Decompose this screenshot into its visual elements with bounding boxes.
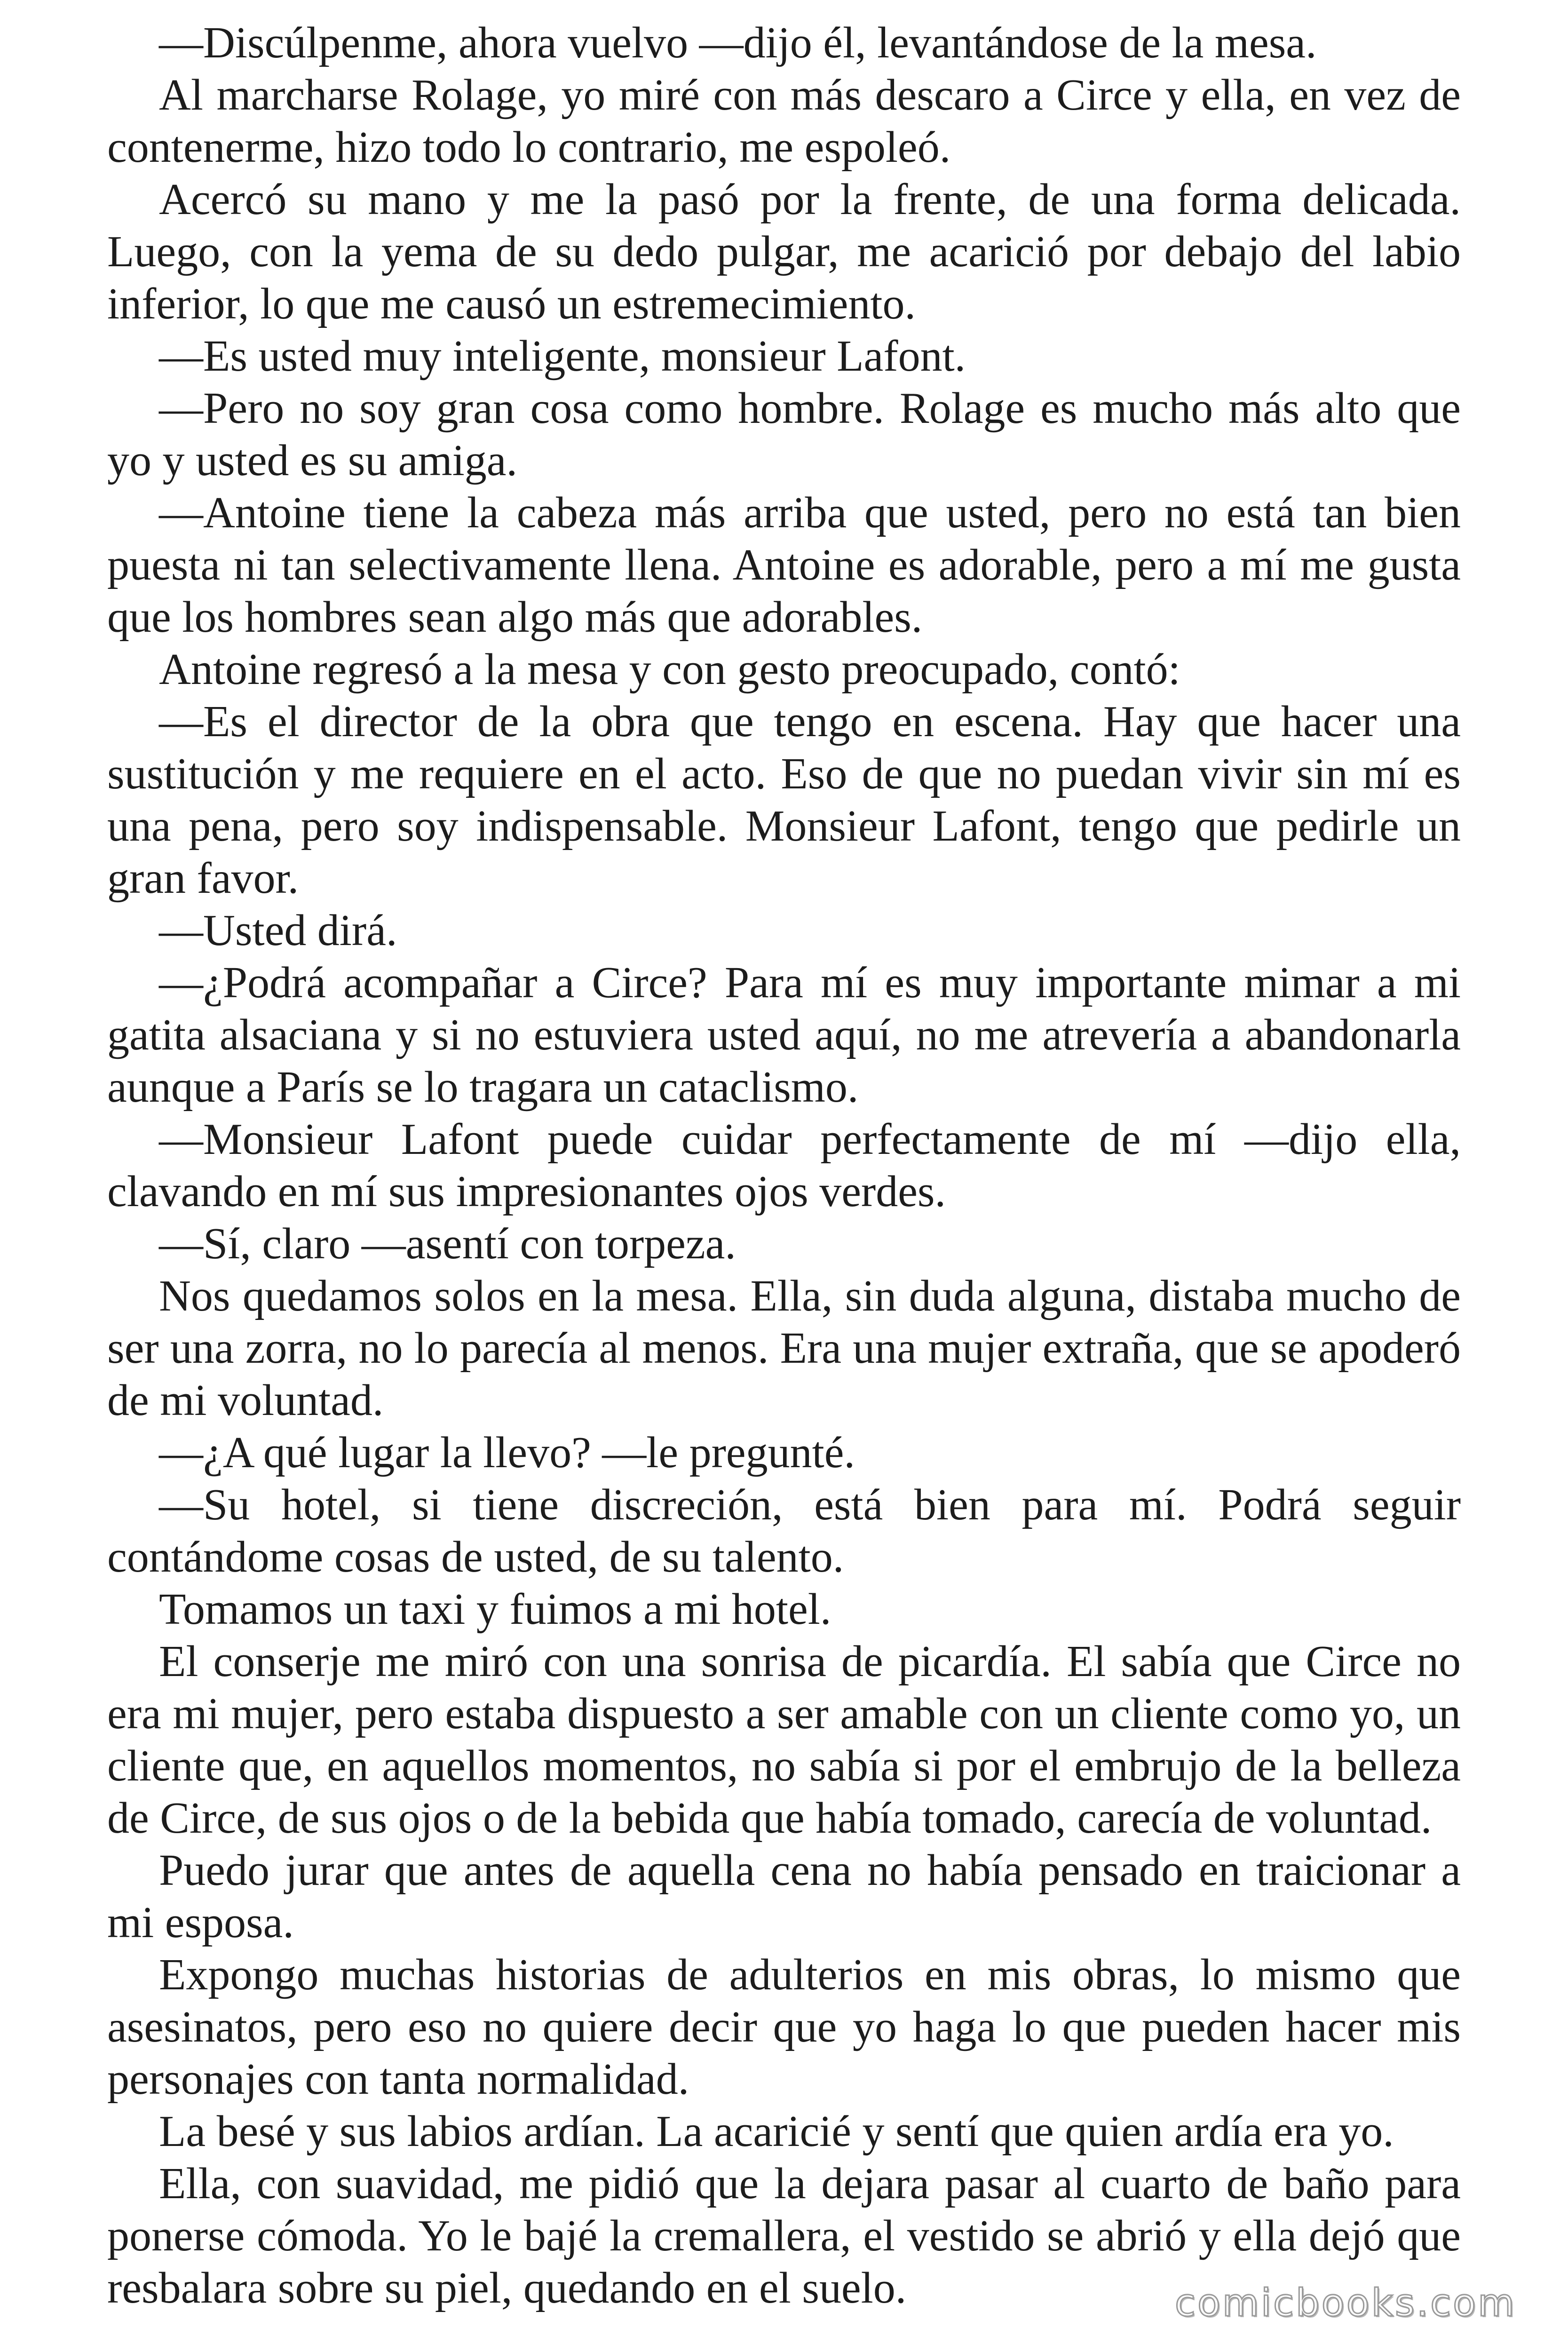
paragraph: —Es usted muy inteligente, monsieur Lafont. xyxy=(159,332,966,381)
paragraph: Tomamos un taxi y fuimos a mi hotel. xyxy=(159,1585,832,1634)
paragraph: —Es el director de la obra que tengo en escena. Hay que hacer una sustitución y me requiere en el acto. Eso de que no puedan vivir sin mí es una pena, pero soy indispensable. Monsieur Lafont, tengo que pedirle un gran favor. xyxy=(107,697,1461,903)
paragraph: —Su hotel, si tiene discreción, está bien para mí. Podrá seguir contándome cosas de usted, de su talento. xyxy=(107,1480,1461,1581)
paragraph: Nos quedamos solos en la mesa. Ella, sin duda alguna, distaba mucho de ser una zorra, no lo parecía al menos. Era una mujer extraña, que se apoderó de mi voluntad. xyxy=(107,1271,1461,1425)
paragraph: —Usted dirá. xyxy=(159,906,397,955)
page-body xyxy=(107,17,1461,2314)
paragraph: —¿Podrá acompañar a Circe? Para mí es muy importante mimar a mi gatita alsaciana y si no estuviera usted aquí, no me atrevería a abandonarla aunque a París se lo tragara un cataclismo. xyxy=(107,958,1461,1112)
paragraph: Al marcharse Rolage, yo miré con más descaro a Circe y ella, en vez de contenerme, hizo todo lo contrario, me espoleó. xyxy=(107,71,1461,172)
paragraph: —Sí, claro —asentí con torpeza. xyxy=(159,1219,736,1268)
paragraph: Antoine regresó a la mesa y con gesto preocupado, contó: xyxy=(159,645,1180,694)
paragraph: Expongo muchas historias de adulterios en mis obras, lo mismo que asesinatos, pero eso no quiere decir que yo haga lo que pueden hacer mis personajes con tanta normalidad. xyxy=(107,1950,1461,2104)
paragraph: —Monsieur Lafont puede cuidar perfectamente de mí —dijo ella, clavando en mí sus impresionantes ojos verdes. xyxy=(107,1115,1461,1216)
paragraph: —¿A qué lugar la llevo? —le pregunté. xyxy=(159,1428,855,1477)
paragraph: Ella, con suavidad, me pidió que la dejara pasar al cuarto de baño para ponerse cómoda. Yo le bajé la cremallera, el vestido se abrió y ella dejó que resbalara sobre su piel, quedando en el suelo. xyxy=(107,2159,1461,2312)
paragraph: El conserje me miró con una sonrisa de picardía. El sabía que Circe no era mi mujer, pero estaba dispuesto a ser amable con un cliente como yo, un cliente que, en aquellos momentos, no sabía si por el embrujo de la belleza de Circe, de sus ojos o de la bebida que había tomado, carecía de voluntad. xyxy=(107,1637,1461,1843)
watermark: comicbooks.com xyxy=(1174,2281,1516,2325)
paragraph: —Antoine tiene la cabeza más arriba que usted, pero no está tan bien puesta ni tan selectivamente llena. Antoine es adorable, pero a mí me gusta que los hombres sean algo más que adorables. xyxy=(107,488,1461,642)
paragraph: La besé y sus labios ardían. La acaricié y sentí que quien ardía era yo. xyxy=(159,2107,1394,2156)
paragraph: —Discúlpenme, ahora vuelvo —dijo él, levantándose de la mesa. xyxy=(159,18,1317,67)
paragraph: —Pero no soy gran cosa como hombre. Rolage es mucho más alto que yo y usted es su amiga. xyxy=(107,384,1461,485)
paragraph: Puedo jurar que antes de aquella cena no había pensado en traicionar a mi esposa. xyxy=(107,1846,1461,1947)
paragraph: Acercó su mano y me la pasó por la frente, de una forma delicada. Luego, con la yema de su dedo pulgar, me acarició por debajo del labio inferior, lo que me causó un estremecimiento. xyxy=(107,175,1461,328)
